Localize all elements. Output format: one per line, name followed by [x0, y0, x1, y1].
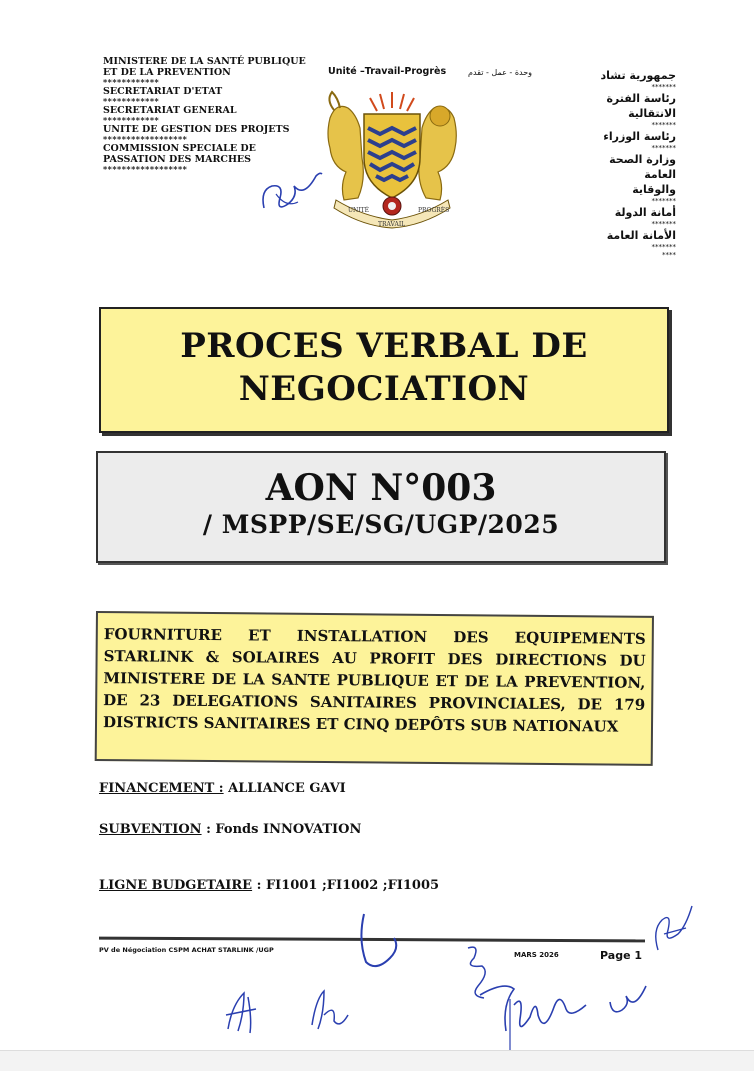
right-header-separator: *******	[651, 197, 676, 205]
left-header-line: UNITE DE GESTION DES PROJETS	[103, 124, 290, 135]
right-header-line: أمانة الدولة	[614, 206, 676, 219]
right-header-separator: *******	[651, 121, 676, 129]
left-header-line: COMMISSION SPECIALE DE	[103, 143, 256, 154]
banner-text-right: PROGRÈS	[418, 207, 450, 214]
subvention-label: SUBVENTION	[99, 822, 202, 837]
budget-line-value: : FI1001 ;FI1002 ;FI1005	[252, 878, 440, 893]
title-line-1: PROCES VERBAL DE	[180, 326, 588, 366]
tender-object-text: FOURNITURE ET INSTALLATION DES EQUIPEMENTS STARLINK & SOLAIRES AU PROFIT DES DIRECTIONS DU MINISTERE DE LA SANTE PUBLIQUE ET DE LA PREVENTION, DE 23 DELEGATIONS SANITAIRES PROVINCIALES, DE 179 DISTRICTS SANITAIRES ET CINQ DEPÔTS SUB NATIONAUX	[102, 625, 646, 736]
footer-document-name: PV de Négociation CSPM ACHAT STARLINK /UGP	[99, 946, 274, 954]
right-header-separator: ****	[662, 251, 676, 259]
right-header-line: الأمانة العامة	[606, 229, 676, 242]
ministry-header-right-ar	[506, 68, 676, 259]
handwritten-initial-4	[222, 985, 266, 1037]
left-header-line: ET DE LA PREVENTION	[103, 67, 231, 78]
right-header-separator: *******	[651, 220, 676, 228]
right-header-line: رئاسة الفترة	[606, 92, 676, 105]
budget-line-label: LIGNE BUDGETAIRE	[99, 878, 253, 893]
scan-bottom-edge	[0, 1050, 754, 1071]
financement-label: FINANCEMENT :	[99, 781, 224, 796]
financement-value: ALLIANCE GAVI	[223, 781, 346, 796]
right-header-line: والوقاية	[632, 183, 676, 196]
left-header-line: PASSATION DES MARCHES	[103, 154, 252, 165]
document-title	[101, 325, 667, 411]
title-line-2: NEGOCIATION	[238, 369, 530, 409]
left-header-separator: ******************	[103, 134, 188, 144]
right-header-separator: *******	[651, 144, 676, 152]
handwritten-signature-header	[258, 168, 328, 218]
right-header-line: جمهورية تشاد	[600, 69, 676, 82]
right-header-line: العامة	[644, 168, 676, 181]
national-motto-ar: وحدة - عمل - تقدم	[468, 68, 533, 77]
left-header-separator: ************	[103, 96, 160, 106]
left-header-separator: ************	[103, 115, 160, 125]
handwritten-initial-3	[648, 900, 698, 960]
document-title-box	[99, 307, 669, 433]
banner-text-left: UNITÉ	[348, 207, 370, 214]
left-header-separator: ************	[103, 77, 160, 87]
handwritten-signature-main	[474, 975, 604, 1055]
budget-line-field	[99, 878, 439, 893]
tender-reference: / MSPP/SE/SG/UGP/2025	[202, 510, 560, 539]
tender-number: AON N°003	[265, 467, 497, 509]
subvention-value: : Fonds INNOVATION	[201, 822, 362, 837]
financement-field	[99, 781, 346, 796]
right-header-line: وزارة الصحة	[609, 153, 676, 166]
right-header-separator: *******	[651, 83, 676, 91]
subvention-field	[99, 822, 361, 837]
ministry-header-left	[103, 56, 318, 173]
left-header-line: MINISTERE DE LA SANTÉ PUBLIQUE	[103, 56, 306, 67]
left-header-separator: ******************	[103, 164, 188, 174]
tender-object-box	[95, 611, 654, 766]
handwritten-initial-5	[304, 985, 352, 1035]
footer-date: MARS 2026	[514, 951, 559, 959]
chad-coat-of-arms-emblem	[322, 88, 462, 230]
reference-box	[96, 451, 666, 563]
right-header-separator: *******	[651, 243, 676, 251]
handwritten-initial-6	[604, 982, 650, 1022]
right-header-line: رئاسة الوزراء	[603, 130, 676, 143]
right-header-line: الانتقالية	[628, 107, 676, 120]
banner-text-bottom: TRAVAIL	[378, 221, 406, 228]
left-header-line: SECRETARIAT D'ETAT	[103, 86, 223, 97]
footer-page-number: Page 1	[600, 949, 643, 962]
national-motto-fr: Unité –Travail-Progrès	[328, 66, 447, 77]
handwritten-initial-1	[354, 910, 414, 980]
left-header-line: SECRETARIAT GENERAL	[103, 105, 237, 116]
